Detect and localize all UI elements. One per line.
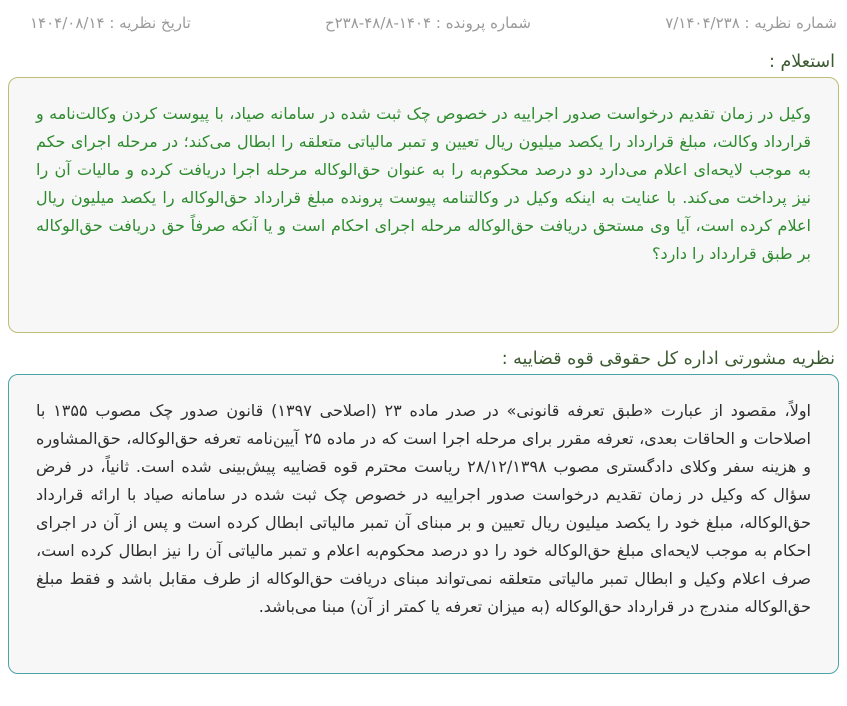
opinion-date-value: ۱۴۰۴/۰۸/۱۴ [30, 14, 105, 32]
label-separator: : [431, 14, 446, 32]
opinion-date-label: تاریخ نظریه [119, 14, 191, 32]
opinion-date [30, 14, 191, 32]
document-meta-header [0, 0, 847, 32]
opinion-number-label: شماره نظریه [754, 14, 837, 32]
inquiry-heading: استعلام : [769, 52, 835, 72]
case-number [325, 14, 531, 32]
opinion-number-value: ۷/۱۴۰۴/۲۳۸ [665, 14, 740, 32]
inquiry-text: وکیل در زمان تقدیم درخواست صدور اجراییه در خصوص چک ثبت شده در سامانه صیاد، با پیوست کردن وکالت‌نامه و قرارداد وکالت، مبلغ قرارداد را یکصد میلیون ریال تعیین و تمبر مالیاتی متعلقه را ابطال می‌کند؛ در مرحله اجرای حکم به موجب لایحه‌ای اعلام می‌دارد دو درصد محکوم‌به را به عنوان حق‌الوکاله مرحله اجرا دریافت کرده و مالیات آن را نیز پرداخت می‌کند. با عنایت به اینکه وکیل در وکالتنامه پیوست پرونده مبلغ قرارداد حق‌الوکاله را یکصد میلیون ریال اعلام کرده است، آیا وی مستحق دریافت حق‌الوکاله مرحله اجرای احکام است و یا آنکه صرفاً حق دریافت حق‌الوکاله بر طبق قرارداد را دارد؟ [36, 104, 811, 263]
label-separator: : [104, 14, 120, 32]
inquiry-panel [8, 77, 839, 333]
opinion-heading: نظریه مشورتی اداره کل حقوقی قوه قضاییه : [501, 349, 835, 369]
opinion-number [665, 14, 837, 32]
case-number-label: شماره پرونده [445, 14, 531, 32]
opinion-panel [8, 374, 839, 674]
opinion-text: اولاً، مقصود از عبارت «طبق تعرفه قانونی» در صدر ماده ۲۳ (اصلاحی ۱۳۹۷) قانون صدور چک مصوب ۱۳۵۵ با اصلاحات و الحاقات بعدی، تعرفه مقرر برای مرحله اجرا است که در ماده ۲۵ آیین‌نامه تعرفه حق‌الوکاله، حق‌المشاوره و هزینه سفر وکلای دادگستری مصوب ۲۸/۱۲/۱۳۹۸ ریاست محترم قوه قضاییه پیش‌بینی شده است. ثانیاً، در فرض سؤال که وکیل در زمان تقدیم درخواست صدور اجراییه در خصوص چک ثبت شده در سامانه صیاد با ارائه قرارداد حق‌الوکاله، مبلغ خود را یکصد میلیون ریال تعیین و بر مبنای آن تمبر مالیاتی ابطال کرده است و پس از آن در اجرای احکام به موجب لایحه‌ای مبلغ حق‌الوکاله خود را دو درصد محکوم‌به اعلام و تمبر مالیاتی آن را نیز ابطال کرده است، صرف اعلام وکیل و ابطال تمبر مالیاتی متعلقه نمی‌تواند مبنای دریافت حق‌الوکاله از طرف مقابل باشد و فقط مبلغ حق‌الوکاله مندرج در قرارداد حق‌الوکاله (به میزان تعرفه یا کمتر از آن) مبنا می‌باشد. [36, 401, 812, 616]
label-separator: : [739, 14, 755, 32]
case-number-value: ۱۴۰۴-۴۸/۸-۲۳۸ح [324, 14, 432, 32]
